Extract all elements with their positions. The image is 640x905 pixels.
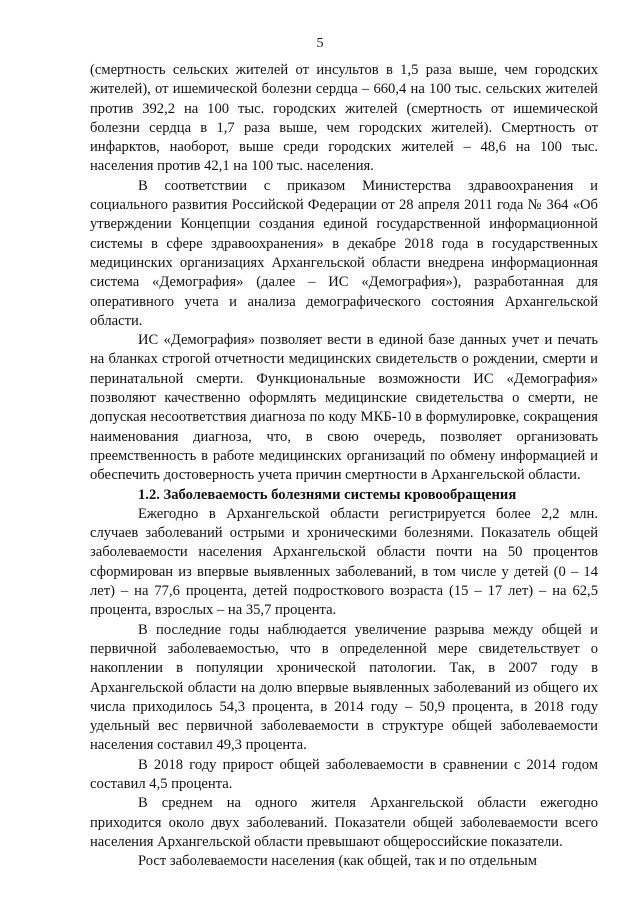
section-heading: 1.2. Заболеваемость болезнями системы кровообращения <box>138 486 517 503</box>
paragraph: Рост заболеваемости населения (как общей, так и по отдельным <box>138 853 537 870</box>
paragraph: В последние годы наблюдается увеличение разрыва между общей и первичной заболеваемостью, что в определенной мере свидетельствует о накоплении в популяции хронической патологии. Так, в 2007 году в Архангельской области на долю впервые выявленных заболеваний из общего их числа приходилось 54,3 процента, в 2014 году – 50,9 процента, в 2018 году удельный вес первичной заболеваемости в структуре общей заболеваемости населения составил 49,3 процента. <box>90 621 598 754</box>
paragraph: ИС «Демография» позволяет вести в единой базе данных учет и печать на бланках строгой отчетности медицинских свидетельств о рождении, смерти и перинатальной смерти. Функциональные возможности ИС «Демография» позволяют качественно оформлять медицинские свидетельства о смерти, не допуская несоответствия диагноза по коду МКБ-10 в формулировке, сокращения наименования диагноза, что, в свою очередь, позволяет организовать преемственность в работе медицинских организаций по обмену информацией и обеспечить достоверность учета причин смертности в Архангельской области. <box>90 332 598 484</box>
paragraph: В среднем на одного жителя Архангельской области ежегодно приходится около двух заболеваний. Показатели общей заболеваемости всего населения Архангельской области превышают общероссийские показатели. <box>90 795 598 850</box>
paragraph: Ежегодно в Архангельской области регистрируется более 2,2 млн. случаев заболеваний острыми и хроническими болезнями. Показатель общей заболеваемости населения Архангельской области почти на 50 процентов сформирован из впервые выявленных заболеваний, в том числе у детей (0 – 14 лет) – на 77,6 процента, детей подросткового возраста (15 – 17 лет) – на 62,5 процента, взрослых – на 35,7 процента. <box>90 505 598 619</box>
paragraph: В соответствии с приказом Министерства здравоохранения и социального развития Российской Федерации от 28 апреля 2011 года № 364 «Об утверждении Концепции создания единой государственной информационной системы в сфере здравоохранения» в декабре 2018 года в государственных медицинских организациях Архангельской области внедрена информационная система «Демография» (далее – ИС «Демография»), разработанная для оперативного учета и анализа демографического состояния Архангельской области. <box>90 177 598 329</box>
paragraph: (смертность сельских жителей от инсультов в 1,5 раза выше, чем городских жителей), от ишемической болезни сердца – 660,4 на 100 тыс. сельских жителей против 392,2 на 100 тыс. городских жителей (смертность от ишемической болезни сердца в 1,7 раза выше, чем городских жителей). Смертность от инфарктов, наоборот, выше среди городских жителей – 48,6 на 100 тыс. населения против 42,1 на 100 тыс. населения. <box>90 62 598 175</box>
paragraph: В 2018 году прирост общей заболеваемости в сравнении с 2014 годом составил 4,5 процента. <box>90 756 598 792</box>
document-body <box>90 61 598 871</box>
page-number: 5 <box>316 36 324 51</box>
